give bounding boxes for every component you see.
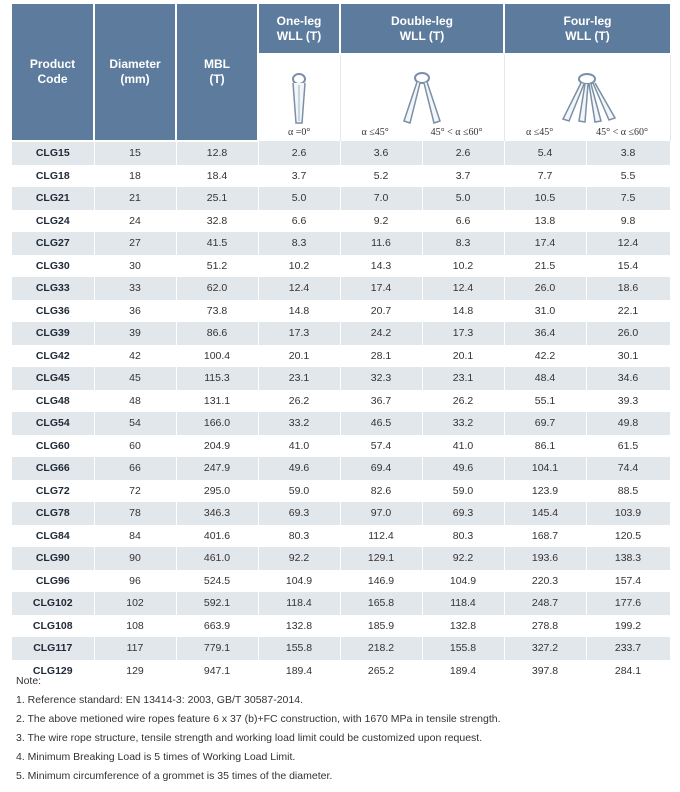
- double-leg-60-cell: 59.0: [422, 480, 504, 503]
- table-row: [12, 637, 670, 660]
- product-code-cell: CLG78: [12, 502, 94, 525]
- double-leg-45-cell: 218.2: [340, 637, 422, 660]
- double-leg-60-cell: 17.3: [422, 322, 504, 345]
- note-item: 5. Minimum circumference of a grommet is 35 times of the diameter.: [16, 770, 333, 782]
- one-leg-cell: 69.3: [258, 502, 340, 525]
- product-code-cell: CLG30: [12, 255, 94, 278]
- angle-one-label: α =0°: [288, 127, 311, 138]
- diameter-cell: 84: [94, 525, 176, 548]
- table-row: [12, 412, 670, 435]
- double-leg-45-cell: 57.4: [340, 435, 422, 458]
- double-leg-60-cell: 189.4: [422, 660, 504, 683]
- double-leg-60-cell: 104.9: [422, 570, 504, 593]
- four-leg-illustration: [504, 54, 670, 141]
- double-leg-60-cell: 92.2: [422, 547, 504, 570]
- double-leg-45-cell: 9.2: [340, 210, 422, 233]
- product-code-cell: CLG45: [12, 367, 94, 390]
- four-leg-45-cell: 86.1: [504, 435, 586, 458]
- one-leg-cell: 14.8: [258, 300, 340, 323]
- table-row: [12, 255, 670, 278]
- mbl-cell: 592.1: [176, 592, 258, 615]
- one-leg-cell: 8.3: [258, 232, 340, 255]
- double-leg-45-cell: 146.9: [340, 570, 422, 593]
- four-leg-60-cell: 18.6: [586, 277, 670, 300]
- table-body: [12, 141, 670, 682]
- four-leg-60-cell: 61.5: [586, 435, 670, 458]
- four-leg-60-cell: 7.5: [586, 187, 670, 210]
- one-leg-cell: 92.2: [258, 547, 340, 570]
- four-leg-45-cell: 42.2: [504, 345, 586, 368]
- four-leg-45-cell: 48.4: [504, 367, 586, 390]
- four-leg-60-cell: 74.4: [586, 457, 670, 480]
- diameter-cell: 45: [94, 367, 176, 390]
- product-code-cell: CLG84: [12, 525, 94, 548]
- four-leg-45-cell: 397.8: [504, 660, 586, 683]
- four-leg-60-cell: 177.6: [586, 592, 670, 615]
- diameter-cell: 102: [94, 592, 176, 615]
- four-leg-45-cell: 13.8: [504, 210, 586, 233]
- mbl-cell: 247.9: [176, 457, 258, 480]
- one-leg-cell: 2.6: [258, 141, 340, 165]
- diameter-cell: 48: [94, 390, 176, 413]
- product-code-cell: CLG42: [12, 345, 94, 368]
- four-leg-45-cell: 220.3: [504, 570, 586, 593]
- product-code-cell: CLG60: [12, 435, 94, 458]
- header-four-leg: Four-leg WLL (T): [504, 4, 670, 54]
- four-leg-60-cell: 88.5: [586, 480, 670, 503]
- four-leg-45-cell: 36.4: [504, 322, 586, 345]
- mbl-cell: 41.5: [176, 232, 258, 255]
- header-double-leg: Double-leg WLL (T): [340, 4, 504, 54]
- diameter-cell: 60: [94, 435, 176, 458]
- one-leg-cell: 10.2: [258, 255, 340, 278]
- note-item: 3. The wire rope structure, tensile strength and working load limit could be customized upon request.: [16, 732, 483, 744]
- double-leg-45-cell: 185.9: [340, 615, 422, 638]
- double-leg-45-cell: 17.4: [340, 277, 422, 300]
- mbl-cell: 73.8: [176, 300, 258, 323]
- product-code-cell: CLG96: [12, 570, 94, 593]
- table-row: [12, 615, 670, 638]
- double-leg-45-cell: 46.5: [340, 412, 422, 435]
- mbl-cell: 401.6: [176, 525, 258, 548]
- product-code-cell: CLG24: [12, 210, 94, 233]
- product-code-cell: CLG18: [12, 165, 94, 188]
- four-leg-45-cell: 55.1: [504, 390, 586, 413]
- double-leg-60-cell: 155.8: [422, 637, 504, 660]
- double-leg-45-cell: 3.6: [340, 141, 422, 165]
- double-leg-60-cell: 12.4: [422, 277, 504, 300]
- double-leg-45-cell: 112.4: [340, 525, 422, 548]
- table-row: [12, 322, 670, 345]
- double-leg-60-cell: 14.8: [422, 300, 504, 323]
- mbl-cell: 51.2: [176, 255, 258, 278]
- four-leg-sling-icon: [545, 71, 629, 127]
- diameter-cell: 78: [94, 502, 176, 525]
- mbl-cell: 25.1: [176, 187, 258, 210]
- four-leg-60-cell: 138.3: [586, 547, 670, 570]
- double-leg-60-cell: 2.6: [422, 141, 504, 165]
- one-leg-cell: 104.9: [258, 570, 340, 593]
- mbl-cell: 663.9: [176, 615, 258, 638]
- product-code-cell: CLG48: [12, 390, 94, 413]
- mbl-cell: 12.8: [176, 141, 258, 165]
- double-leg-sling-icon: [392, 71, 452, 127]
- four-leg-45-cell: 278.8: [504, 615, 586, 638]
- mbl-cell: 115.3: [176, 367, 258, 390]
- note-item: 1. Reference standard: EN 13414-3: 2003, GB/T 30587-2014.: [16, 694, 303, 706]
- mbl-cell: 86.6: [176, 322, 258, 345]
- diameter-cell: 96: [94, 570, 176, 593]
- diameter-cell: 21: [94, 187, 176, 210]
- double-leg-60-cell: 8.3: [422, 232, 504, 255]
- diameter-cell: 24: [94, 210, 176, 233]
- double-leg-60-cell: 69.3: [422, 502, 504, 525]
- four-leg-45-cell: 248.7: [504, 592, 586, 615]
- table-row: [12, 435, 670, 458]
- angle-double-1-label: α ≤45°: [361, 127, 389, 138]
- four-leg-60-cell: 199.2: [586, 615, 670, 638]
- one-leg-cell: 26.2: [258, 390, 340, 413]
- table-row: [12, 165, 670, 188]
- four-leg-45-cell: 7.7: [504, 165, 586, 188]
- table-row: [12, 367, 670, 390]
- mbl-cell: 62.0: [176, 277, 258, 300]
- four-leg-60-cell: 157.4: [586, 570, 670, 593]
- table-row: [12, 277, 670, 300]
- product-code-cell: CLG15: [12, 141, 94, 165]
- product-code-cell: CLG129: [12, 660, 94, 683]
- mbl-cell: 346.3: [176, 502, 258, 525]
- double-leg-45-cell: 28.1: [340, 345, 422, 368]
- one-leg-cell: 132.8: [258, 615, 340, 638]
- four-leg-60-cell: 34.6: [586, 367, 670, 390]
- product-code-cell: CLG21: [12, 187, 94, 210]
- one-leg-cell: 49.6: [258, 457, 340, 480]
- one-leg-cell: 59.0: [258, 480, 340, 503]
- mbl-cell: 947.1: [176, 660, 258, 683]
- diameter-cell: 66: [94, 457, 176, 480]
- table-row: [12, 570, 670, 593]
- product-code-cell: CLG72: [12, 480, 94, 503]
- four-leg-60-cell: 5.5: [586, 165, 670, 188]
- double-leg-60-cell: 80.3: [422, 525, 504, 548]
- table-row: [12, 141, 670, 165]
- mbl-cell: 461.0: [176, 547, 258, 570]
- four-leg-60-cell: 49.8: [586, 412, 670, 435]
- diameter-cell: 42: [94, 345, 176, 368]
- four-leg-60-cell: 15.4: [586, 255, 670, 278]
- double-leg-60-cell: 26.2: [422, 390, 504, 413]
- product-code-cell: CLG54: [12, 412, 94, 435]
- double-leg-60-cell: 10.2: [422, 255, 504, 278]
- spec-table: [12, 4, 671, 682]
- table-row: [12, 457, 670, 480]
- diameter-cell: 54: [94, 412, 176, 435]
- diameter-cell: 129: [94, 660, 176, 683]
- double-leg-45-cell: 82.6: [340, 480, 422, 503]
- double-leg-45-cell: 24.2: [340, 322, 422, 345]
- four-leg-45-cell: 31.0: [504, 300, 586, 323]
- four-leg-60-cell: 26.0: [586, 322, 670, 345]
- diameter-cell: 27: [94, 232, 176, 255]
- one-leg-cell: 20.1: [258, 345, 340, 368]
- header-mbl: MBL (T): [176, 4, 258, 141]
- four-leg-60-cell: 12.4: [586, 232, 670, 255]
- notes: [16, 672, 501, 786]
- double-leg-illustration: [340, 54, 504, 141]
- four-leg-45-cell: 145.4: [504, 502, 586, 525]
- table-row: [12, 210, 670, 233]
- one-leg-illustration: [258, 54, 340, 141]
- angle-four-2-label: 45° < α ≤60°: [596, 127, 649, 138]
- double-leg-60-cell: 23.1: [422, 367, 504, 390]
- four-leg-45-cell: 5.4: [504, 141, 586, 165]
- one-leg-cell: 33.2: [258, 412, 340, 435]
- four-leg-45-cell: 69.7: [504, 412, 586, 435]
- mbl-cell: 779.1: [176, 637, 258, 660]
- header-diameter: Diameter (mm): [94, 4, 176, 141]
- mbl-cell: 131.1: [176, 390, 258, 413]
- angle-double-2-label: 45° < α ≤60°: [430, 127, 483, 138]
- mbl-cell: 18.4: [176, 165, 258, 188]
- four-leg-60-cell: 22.1: [586, 300, 670, 323]
- diameter-cell: 15: [94, 141, 176, 165]
- four-leg-45-cell: 193.6: [504, 547, 586, 570]
- diameter-cell: 72: [94, 480, 176, 503]
- mbl-cell: 524.5: [176, 570, 258, 593]
- four-leg-60-cell: 39.3: [586, 390, 670, 413]
- one-leg-cell: 3.7: [258, 165, 340, 188]
- double-leg-45-cell: 265.2: [340, 660, 422, 683]
- table-row: [12, 232, 670, 255]
- diameter-cell: 18: [94, 165, 176, 188]
- four-leg-45-cell: 26.0: [504, 277, 586, 300]
- table-row: [12, 547, 670, 570]
- double-leg-45-cell: 5.2: [340, 165, 422, 188]
- double-leg-45-cell: 36.7: [340, 390, 422, 413]
- double-leg-45-cell: 7.0: [340, 187, 422, 210]
- four-leg-45-cell: 17.4: [504, 232, 586, 255]
- double-leg-45-cell: 14.3: [340, 255, 422, 278]
- four-leg-45-cell: 21.5: [504, 255, 586, 278]
- diameter-cell: 33: [94, 277, 176, 300]
- product-code-cell: CLG108: [12, 615, 94, 638]
- header-one-leg: One-leg WLL (T): [258, 4, 340, 54]
- product-code-cell: CLG66: [12, 457, 94, 480]
- double-leg-60-cell: 118.4: [422, 592, 504, 615]
- table-row: [12, 300, 670, 323]
- angle-four-1-label: α ≤45°: [525, 127, 554, 138]
- four-leg-60-cell: 30.1: [586, 345, 670, 368]
- double-leg-60-cell: 49.6: [422, 457, 504, 480]
- four-leg-45-cell: 327.2: [504, 637, 586, 660]
- double-leg-45-cell: 32.3: [340, 367, 422, 390]
- note-item: 2. The above metioned wire ropes feature 6 x 37 (b)+FC construction, with 1670 MPa in tensile strength.: [16, 713, 501, 725]
- table-row: [12, 187, 670, 210]
- diameter-cell: 108: [94, 615, 176, 638]
- table-row: [12, 525, 670, 548]
- one-leg-cell: 155.8: [258, 637, 340, 660]
- diameter-cell: 117: [94, 637, 176, 660]
- four-leg-45-cell: 123.9: [504, 480, 586, 503]
- table-row: [12, 390, 670, 413]
- four-leg-45-cell: 10.5: [504, 187, 586, 210]
- one-leg-cell: 5.0: [258, 187, 340, 210]
- product-code-cell: CLG36: [12, 300, 94, 323]
- mbl-cell: 166.0: [176, 412, 258, 435]
- one-leg-cell: 41.0: [258, 435, 340, 458]
- table-row: [12, 480, 670, 503]
- one-leg-cell: 6.6: [258, 210, 340, 233]
- product-code-cell: CLG27: [12, 232, 94, 255]
- mbl-cell: 100.4: [176, 345, 258, 368]
- diameter-cell: 36: [94, 300, 176, 323]
- double-leg-60-cell: 132.8: [422, 615, 504, 638]
- double-leg-60-cell: 5.0: [422, 187, 504, 210]
- double-leg-60-cell: 33.2: [422, 412, 504, 435]
- product-code-cell: CLG90: [12, 547, 94, 570]
- product-code-cell: CLG33: [12, 277, 94, 300]
- four-leg-60-cell: 284.1: [586, 660, 670, 683]
- note-item: 4. Minimum Breaking Load is 5 times of Working Load Limit.: [16, 751, 296, 763]
- double-leg-60-cell: 20.1: [422, 345, 504, 368]
- mbl-cell: 204.9: [176, 435, 258, 458]
- double-leg-60-cell: 3.7: [422, 165, 504, 188]
- four-leg-45-cell: 168.7: [504, 525, 586, 548]
- diameter-cell: 90: [94, 547, 176, 570]
- one-leg-cell: 118.4: [258, 592, 340, 615]
- product-code-cell: CLG102: [12, 592, 94, 615]
- one-leg-cell: 80.3: [258, 525, 340, 548]
- double-leg-45-cell: 11.6: [340, 232, 422, 255]
- single-leg-sling-icon: [284, 71, 314, 127]
- product-code-cell: CLG39: [12, 322, 94, 345]
- double-leg-45-cell: 165.8: [340, 592, 422, 615]
- mbl-cell: 32.8: [176, 210, 258, 233]
- four-leg-60-cell: 233.7: [586, 637, 670, 660]
- double-leg-60-cell: 6.6: [422, 210, 504, 233]
- double-leg-45-cell: 20.7: [340, 300, 422, 323]
- table-row: [12, 592, 670, 615]
- header-product-code: Product Code: [12, 4, 94, 141]
- table-row: [12, 502, 670, 525]
- table-row: [12, 345, 670, 368]
- double-leg-45-cell: 129.1: [340, 547, 422, 570]
- product-code-cell: CLG117: [12, 637, 94, 660]
- double-leg-45-cell: 69.4: [340, 457, 422, 480]
- four-leg-45-cell: 104.1: [504, 457, 586, 480]
- notes-heading: Note:: [16, 675, 42, 687]
- double-leg-45-cell: 97.0: [340, 502, 422, 525]
- mbl-cell: 295.0: [176, 480, 258, 503]
- diameter-cell: 39: [94, 322, 176, 345]
- double-leg-60-cell: 41.0: [422, 435, 504, 458]
- one-leg-cell: 12.4: [258, 277, 340, 300]
- four-leg-60-cell: 3.8: [586, 141, 670, 165]
- one-leg-cell: 23.1: [258, 367, 340, 390]
- four-leg-60-cell: 103.9: [586, 502, 670, 525]
- four-leg-60-cell: 9.8: [586, 210, 670, 233]
- one-leg-cell: 17.3: [258, 322, 340, 345]
- diameter-cell: 30: [94, 255, 176, 278]
- one-leg-cell: 189.4: [258, 660, 340, 683]
- four-leg-60-cell: 120.5: [586, 525, 670, 548]
